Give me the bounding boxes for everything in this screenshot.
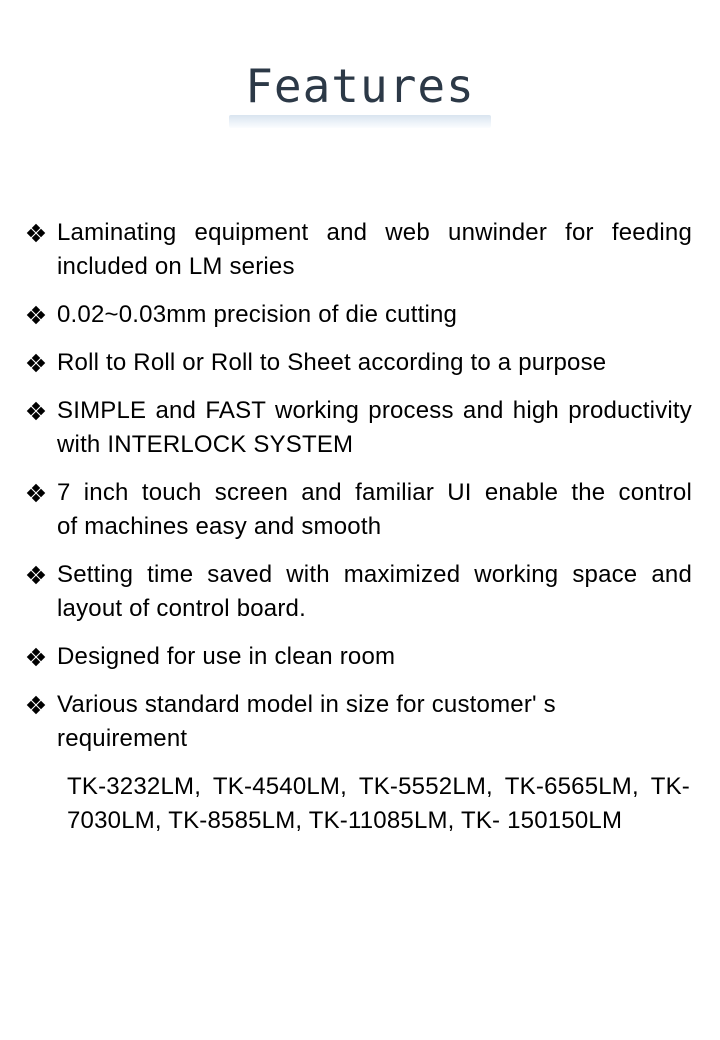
feature-line: Roll to Roll or Roll to Sheet according to a purpose [57, 349, 607, 376]
diamond-bullet-icon [28, 307, 45, 324]
page-title: Features [245, 59, 475, 113]
feature-item [57, 298, 692, 332]
model-line: TK-3232LM, TK-4540LM, TK-5552LM, TK-6565LM, TK- [67, 773, 690, 800]
feature-item [57, 688, 692, 756]
feature-item [57, 640, 692, 674]
diamond-bullet-icon [28, 403, 45, 420]
diamond-bullet-icon [28, 485, 45, 502]
feature-line: included on LM series [57, 253, 295, 280]
feature-line: 7 inch touch screen and familiar UI enable the control [57, 479, 692, 506]
feature-item [57, 476, 692, 544]
model-list-paragraph [67, 770, 690, 838]
diamond-bullet-icon [28, 225, 45, 242]
slide-header [0, 0, 720, 128]
feature-item [57, 346, 692, 380]
feature-line: Designed for use in clean room [57, 643, 396, 670]
feature-item [57, 394, 692, 462]
diamond-bullet-icon [28, 697, 45, 714]
feature-line: Laminating equipment and web unwinder for feeding [57, 219, 692, 246]
model-line: 7030LM, TK-8585LM, TK-11085LM, TK- 150150LM [67, 807, 623, 834]
feature-line: layout of control board. [57, 595, 306, 622]
feature-line: requirement [57, 725, 188, 752]
diamond-bullet-icon [28, 567, 45, 584]
diamond-bullet-icon [28, 649, 45, 666]
diamond-bullet-icon [28, 355, 45, 372]
feature-line: with INTERLOCK SYSTEM [57, 431, 354, 458]
features-list [57, 216, 692, 756]
feature-line: SIMPLE and FAST working process and high productivity [57, 397, 692, 424]
feature-item [57, 216, 692, 284]
feature-line: Setting time saved with maximized working space and [57, 561, 692, 588]
feature-item [57, 558, 692, 626]
feature-line: 0.02~0.03mm precision of die cutting [57, 301, 458, 328]
feature-line: of machines easy and smooth [57, 513, 382, 540]
feature-line: Various standard model in size for customer' s [57, 691, 556, 718]
title-underline-accent [229, 115, 491, 128]
